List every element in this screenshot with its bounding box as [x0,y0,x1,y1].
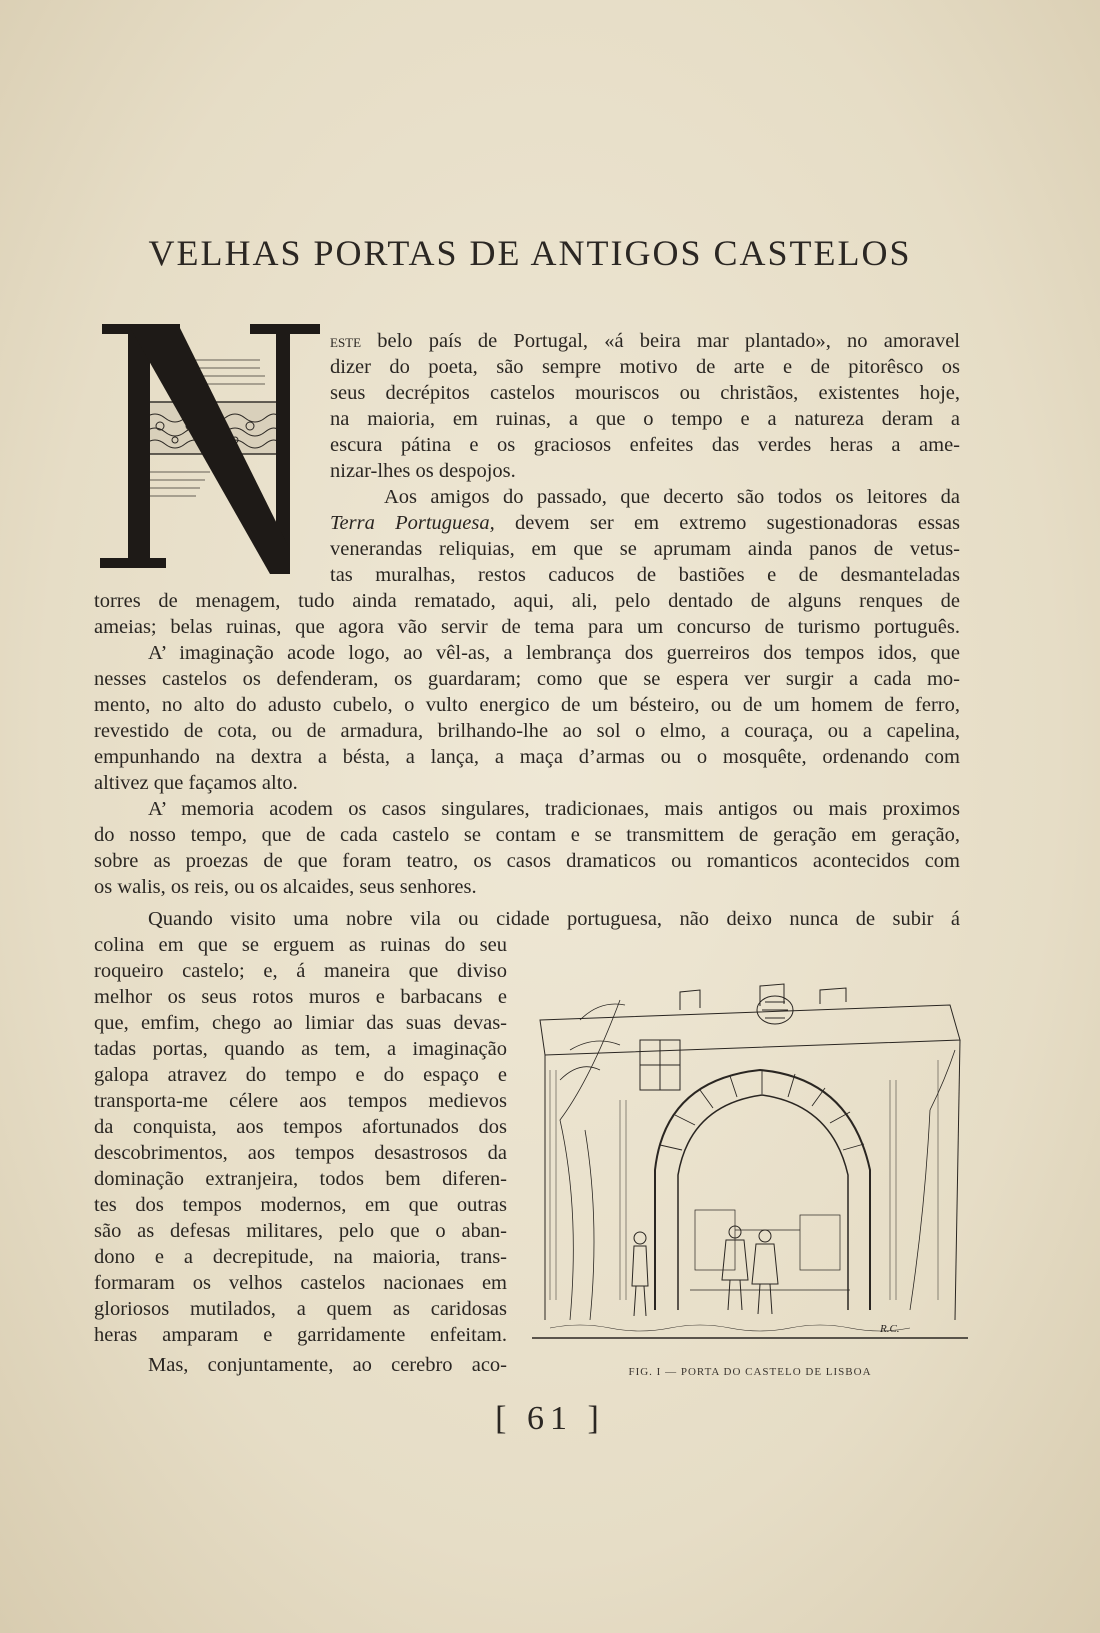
para5-line-4: melhor os seus rotos muros e barbacans e [94,986,507,1008]
para4-line-1: A’ memoria acodem os casos singulares, tradicionaes, mais antigos ou mais proximos [148,798,960,820]
para5-line-6: tadas portas, quando as tem, a imaginação [94,1038,507,1060]
para3-line-6: altivez que façamos alto. [94,772,298,794]
para5-line-1: Quando visito uma nobre vila ou cidade portuguesa, não deixo nunca de subir á [148,908,960,930]
para2-line-4: tas muralhas, restos caducos de bastiões e de desmanteladas [330,564,960,586]
para5-line-8: transporta-me célere aos tempos medievos [94,1090,507,1112]
para5-line-2: colina em que se erguem as ruinas do seu [94,934,507,956]
para2-line-3: venerandas reliquias, em que se aprumam ainda panos de vetus- [330,538,960,560]
para5-line-15: formaram os velhos castelos nacionaes em [94,1272,507,1294]
para2-line-6: ameias; belas ruinas, que agora vão servir de tema para um concurso de turismo português. [94,616,960,638]
para2-line-2 [330,510,960,536]
intro-line-1-text: belo país de Portugal, «á beira mar plantado», no amoravel [361,330,960,352]
para3-line-3: mento, no alto do adusto cubelo, o vulto energico de um bésteiro, ou de um homem de ferro, [94,694,960,716]
para2-line-1: Aos amigos do passado, que decerto são todos os leitores da [384,486,960,508]
para3-line-5: empunhando na dextra a bésta, a lança, a maça d’armas ou o mosquête, ordenando com [94,746,960,768]
para5-line-12: tes dos tempos modernos, em que outras [94,1194,507,1216]
intro-line-3: seus decrépitos castelos mouriscos ou christãos, existentes hoje, [330,382,960,404]
illustrator-signature: R.C. [880,1323,900,1335]
journal-title: Terra Portuguesa, [330,512,495,534]
para3-line-2: nesses castelos os defenderam, os guardaram; como que se espera ver surgir a cada mo- [94,668,960,690]
para3-line-1: A’ imaginação acode logo, ao vêl-as, a lembrança dos guerreiros dos tempos idos, que [148,642,960,664]
castle-gate-illustration [530,960,970,1345]
para2-line-5: torres de menagem, tudo ainda rematado, aqui, ali, pelo dentado de alguns renques de [94,590,960,612]
para5-line-14: dono e a decrepitude, na maioria, trans- [94,1246,507,1268]
para4-line-2: do nosso tempo, que de cada castelo se contam e se transmittem de geração em geração, [94,824,960,846]
figure-caption: FIG. I — PORTA DO CASTELO DE LISBOA [628,1366,872,1378]
intro-line-1 [330,328,960,354]
para5-line-7: galopa atravez do tempo e do espaço e [94,1064,507,1086]
intro-line-4: na maioria, em ruinas, a que o tempo e a natureza deram a [330,408,960,430]
para5-line-10: descobrimentos, aos tempos desastrosos da [94,1142,507,1164]
intro-smallcaps: este [330,331,362,351]
para4-line-3: sobre as proezas de que foram teatro, os casos dramaticos ou romanticos acontecidos com [94,850,960,872]
para5-line-9: da conquista, aos tempos afortunados dos [94,1116,507,1138]
para3-line-4: revestido de cota, ou de armadura, brilhando-lhe ao sol o elmo, a couraça, ou a capelina, [94,720,960,742]
article-title: VELHAS PORTAS DE ANTIGOS CASTELOS [148,233,912,273]
para4-line-4: os walis, os reis, ou os alcaides, seus senhores. [94,876,477,898]
para5-line-5: que, emfim, chego ao limiar das suas devas- [94,1012,507,1034]
para2-line-2-text: devem ser em extremo sugestionadoras essas [494,512,960,534]
para5-line-13: são as defesas militares, pelo que o aban- [94,1220,507,1242]
para5-line-3: roqueiro castelo; e, á maneira que diviso [94,960,507,982]
para5-line-11: dominação extranjeira, todos bem diferen- [94,1168,507,1190]
intro-line-5: escura pátina e os graciosos enfeites das verdes heras a ame- [330,434,960,456]
intro-line-6: nizar-lhes os despojos. [330,460,516,482]
para5-line-17: heras amparam e garridamente enfeitam. [94,1324,507,1346]
intro-line-2: dizer do poeta, são sempre motivo de arte e de pitorêsco os [330,356,960,378]
para5-line-16: gloriosos mutilados, a quem as caridosas [94,1298,507,1320]
page-number: [ 61 ] [495,1400,605,1437]
dropcap-n-illustration [100,322,325,574]
para6-line-1: Mas, conjuntamente, ao cerebro aco- [148,1354,507,1376]
